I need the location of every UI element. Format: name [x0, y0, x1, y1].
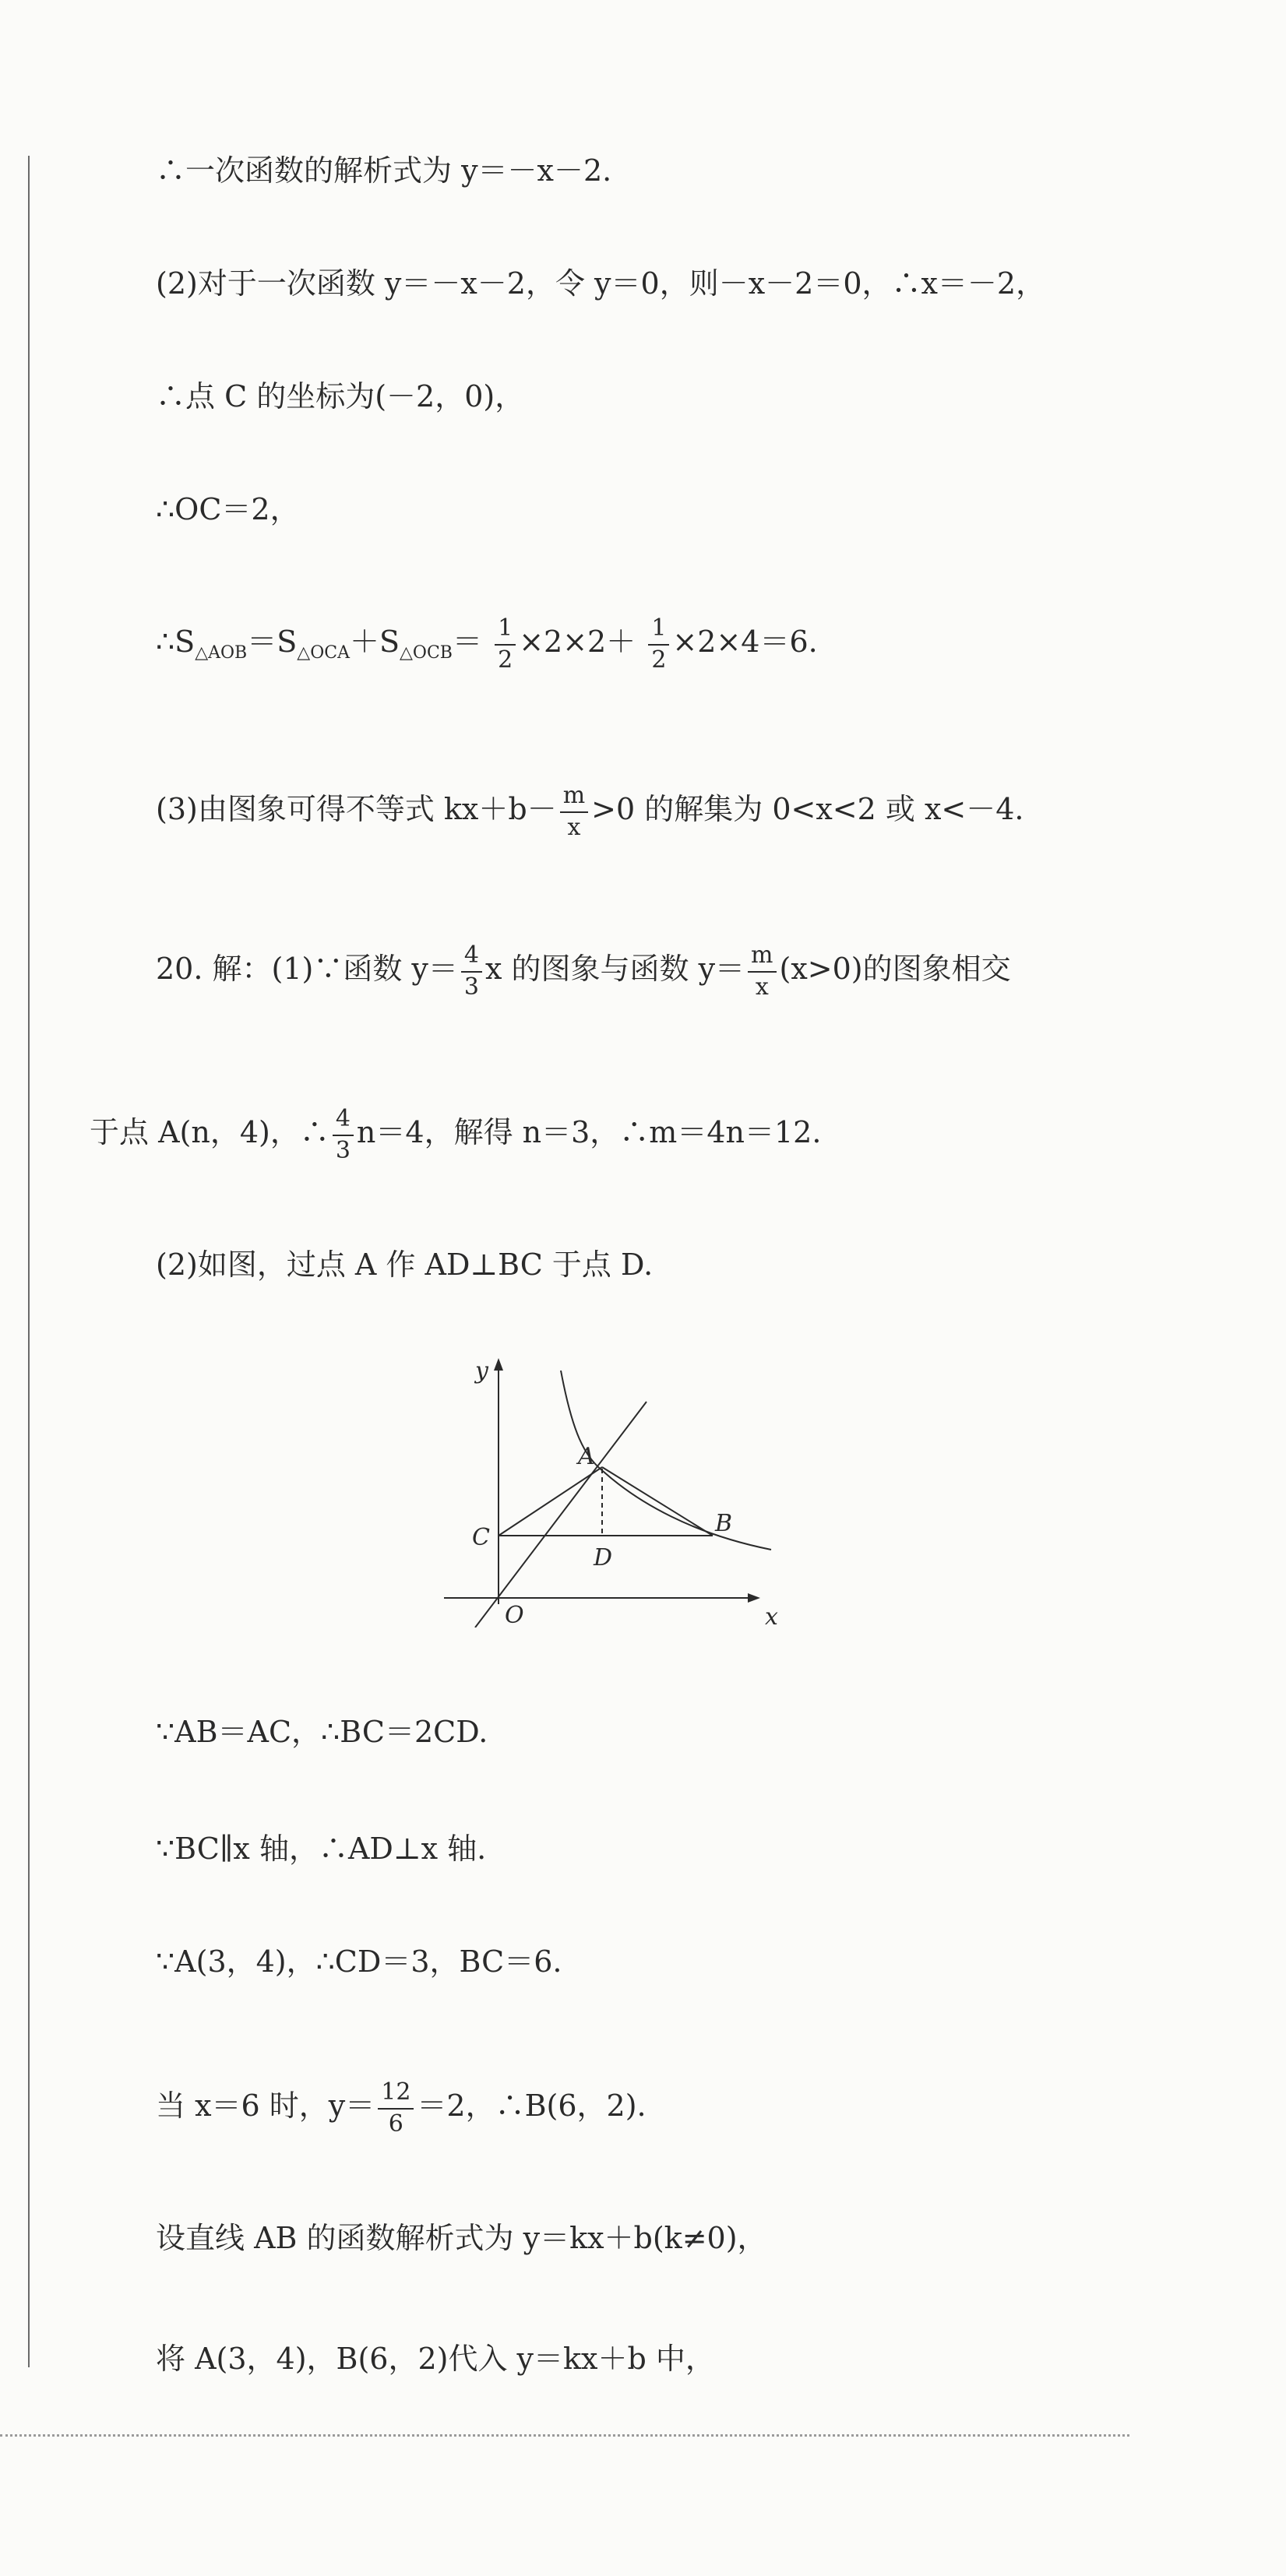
line-bc-parallel: ∵BC∥x 轴，∴AD⊥x 轴.	[156, 1832, 487, 1866]
fraction-four-thirds: $\frac{4}{3}$	[461, 942, 482, 1001]
segment-ab	[602, 1467, 713, 1536]
fraction-m-over-x-2: $\frac{m}{x}$	[748, 942, 776, 1001]
line-oc-length: ∴OC＝2，	[156, 492, 300, 526]
line-y-4-3x	[475, 1402, 647, 1628]
fraction-twelve-sixths: $\frac{12}{6}$	[378, 2079, 414, 2138]
line-q20-start: 20. 解：(1)∵函数 y＝ $\frac{4}{3}$ x 的图象与函数 y＝ $\frac{m}{x}$ (x>0)的图象相交	[156, 941, 1011, 1001]
label-b: B	[715, 1510, 733, 1537]
line-area-sum: $\therefore S_{\triangle AOB}=S_{\triangle OCA}+S_{\triangle OCB}=$ $\frac{1}{2}$ ×2×2＋ $\frac{1}{2}$ ×2×4＝6.	[156, 614, 818, 674]
line-point-b: 当 x＝6 时，y＝ $\frac{12}{6}$ ＝2，∴B(6，2).	[156, 2078, 647, 2138]
line-linear-function-result: ∴一次函数的解析式为 y＝－x－2.	[156, 153, 612, 188]
label-x: x	[765, 1603, 778, 1628]
x-axis-arrow	[748, 1593, 760, 1603]
line-q20-part2: (2)如图，过点 A 作 AD⊥BC 于点 D.	[156, 1248, 654, 1282]
label-c: C	[472, 1524, 490, 1551]
line-cd-bc: ∵A(3，4)，∴CD＝3，BC＝6.	[156, 1944, 562, 1979]
line-inequality-solution: (3)由图象可得不等式 kx＋b－ $\frac{m}{x}$ >0 的解集为 0<x<2 或 x<－4.	[156, 782, 1024, 841]
line-substitute: 将 A(3，4)，B(6，2)代入 y＝kx＋b 中，	[156, 2342, 715, 2376]
fraction-four-thirds-2: $\frac{4}{3}$	[333, 1106, 354, 1164]
y-axis-arrow	[494, 1358, 503, 1371]
fraction-one-half-2: $\frac{1}{2}$	[648, 615, 669, 674]
label-a: A	[578, 1443, 595, 1470]
line-ab-ac: ∵AB＝AC，∴BC＝2CD.	[156, 1715, 488, 1749]
coordinate-figure	[436, 1347, 779, 1628]
segment-ca	[499, 1467, 602, 1536]
line-point-c: ∴点 C 的坐标为(－2，0)，	[156, 379, 525, 413]
fraction-m-over-x: $\frac{m}{x}$	[560, 783, 588, 841]
line-part2-intro: (2)对于一次函数 y＝－x－2，令 y＝0，则－x－2＝0，∴x＝－2，	[156, 266, 1046, 301]
fraction-one-half: $\frac{1}{2}$	[495, 615, 516, 674]
label-d: D	[594, 1544, 613, 1571]
line-q20-solve-m: 于点 A(n，4)，∴ $\frac{4}{3}$ n＝4，解得 n＝3，∴m＝4n＝12.	[90, 1105, 822, 1164]
label-o: O	[505, 1602, 524, 1628]
label-y: y	[475, 1357, 488, 1385]
page-margin-line	[28, 156, 30, 2367]
line-ab-equation: 设直线 AB 的函数解析式为 y＝kx＋b(k≠0)，	[156, 2221, 767, 2255]
bottom-dotted-rule	[0, 2434, 1129, 2437]
